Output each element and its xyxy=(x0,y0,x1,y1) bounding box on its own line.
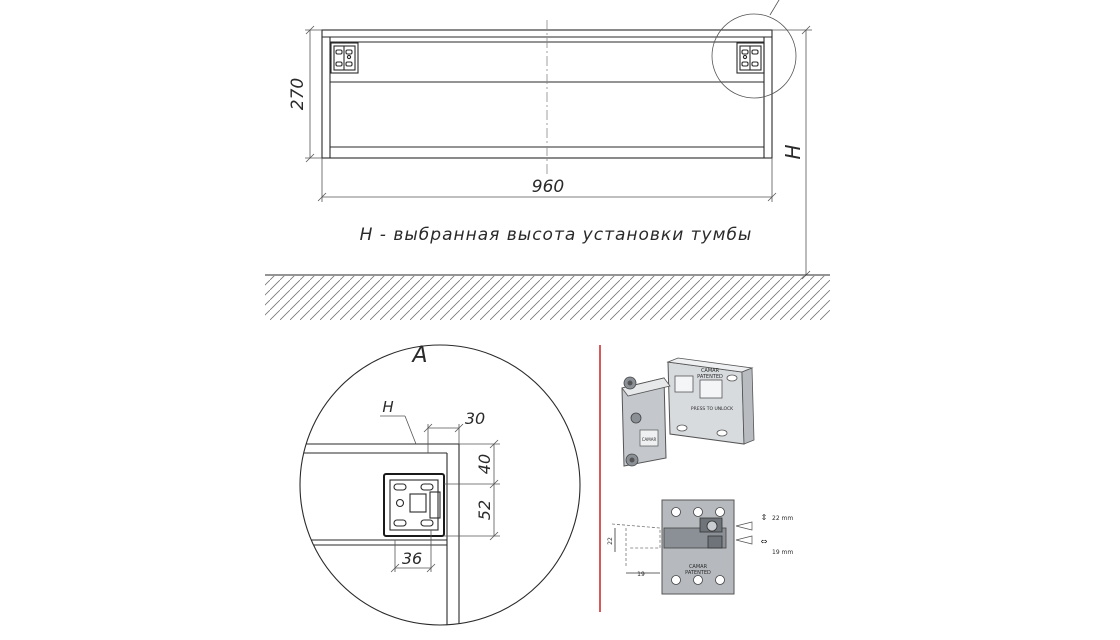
floor-hatch xyxy=(265,275,830,320)
install-height-note: H - выбранная высота установки тумбы xyxy=(359,225,753,245)
hanger-photo-dimensions xyxy=(607,500,793,594)
detail-dim-30: 30 xyxy=(464,409,486,428)
detail-hanger xyxy=(384,474,444,536)
photo-dim-22: 22 xyxy=(607,537,614,545)
detail-a-view xyxy=(290,345,580,630)
photo-dim-19: 19 xyxy=(637,571,645,578)
hanger-photo-3d xyxy=(622,358,754,466)
detail-dim-40: 40 xyxy=(475,453,494,475)
detail-circle-marker xyxy=(712,0,796,98)
detail-dim-36: 36 xyxy=(401,549,423,568)
photo-brand-top: CAMAR xyxy=(700,368,720,374)
hanger-bracket-left xyxy=(331,43,358,73)
dim-h-label: H xyxy=(781,144,805,160)
dim-960-label: 960 xyxy=(531,177,565,197)
photo-brand-front: CAMAR xyxy=(641,437,657,442)
photo-dim-19mm: 19 mm xyxy=(772,549,794,556)
cabinet-front-view xyxy=(322,20,772,175)
dimension-install-height xyxy=(772,26,812,279)
svg-text:⇕: ⇕ xyxy=(760,513,768,522)
photo-press-text: PRESS TO UNLOCK xyxy=(690,407,734,412)
photo-patented-top: PATENTED xyxy=(697,374,723,380)
photo-patented-plate: PATENTED xyxy=(685,570,711,576)
dim-270-label: 270 xyxy=(288,77,308,111)
detail-dim-52: 52 xyxy=(475,499,494,521)
dimension-height-270 xyxy=(288,26,322,162)
photo-brand-plate: CAMAR xyxy=(688,564,708,570)
photo-dim-22mm: 22 mm xyxy=(772,515,794,522)
detail-callout-h: H xyxy=(382,398,394,416)
detail-a-label: A xyxy=(412,343,428,368)
svg-text:⇔: ⇔ xyxy=(760,537,768,546)
hanger-bracket-right xyxy=(737,43,764,73)
